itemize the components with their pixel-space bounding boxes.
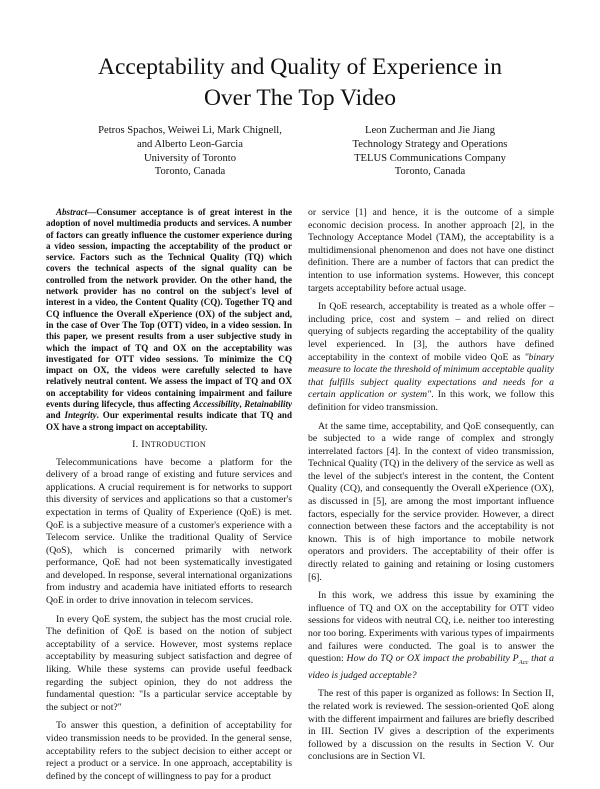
abstract	[46, 207, 292, 433]
intro-paragraph-1: Telecommunications have become a platform for the delivery of a broad range of existing and future services and applications. A crucial requirement is for networks to support this diversity of services and applications so that a customer's expectation in terms of Quality of Experience (QoE) is met. QoE is a subjective measure of a customer's experience with a Telecom service. Unlike the traditional Quality of Service (QoS), which is concerned primarily with network performance, QoE had not been systematically investigated and developed. In response, several international organizations from industry and academia have initiated efforts to research QoE in order to drive innovation in telecom services.	[46, 456, 292, 607]
right-column	[308, 207, 554, 770]
abstract-term-integrity: Integrity	[64, 410, 97, 421]
abstract-term-accessibility: Accessibility	[193, 399, 240, 410]
intro-paragraph-7: The rest of this paper is organized as follows: In Section II, the related work is reviewed. The session-oriented QoE along with the different impairment and failures are briefly described in III. Section IV gives a description of the experiments followed by a discussion on the results in Section V. Our conclusions are in Section VI.	[308, 688, 554, 763]
author-department: Technology Strategy and Operations	[352, 138, 508, 150]
intro-paragraph-4	[308, 301, 554, 414]
section-title-rest: NTRODUCTION	[144, 439, 206, 449]
left-column	[46, 207, 292, 789]
abstract-term-retainability: Retainability	[244, 399, 292, 410]
intro-paragraph-2: In every QoE system, the subject has the most crucial role. The definition of QoE is based on the notion of subject acceptability of a service. However, most systems replace acceptability by measuring subject satisfaction and degree of liking. While these systems can provide useful feedback regarding the subject opinion, they do not address the fundamental question: "Is a particular service acceptable by the subject or not?"	[46, 613, 292, 713]
abstract-text-1: —Consumer acceptance is of great interest in the adoption of novel multimedia products and services. A number of factors can greatly influence the customer experience during a video session, impacting the acceptability of the product or service. Factors such as the Technical Quality (TQ) which covers the technical aspects of the signal quality can be controlled from the network provider. On the other hand, the network provider has no control on the subject's level of interest in a video, the Content Quality (CQ). Together TQ and CQ influence the Overall eXperience (OX) of the subject and, in the case of Over The Top (OTT) video, in a video session. In this paper, we present results from a user subjective study in which the impact of TQ and OX on the acceptability was investigated for OTT video sessions. To minimize the CQ impact on OX, the videos were carefully selected to have relatively neutral content. We assess the impact of TQ and OX on acceptability for videos containing impairment and failure events during lifecycle, thus affecting	[46, 207, 292, 410]
section-title-initial: I	[141, 438, 145, 450]
intro-paragraph-5: At the same time, acceptability, and QoE consequently, can be subjected to a wide range of complex and strongly interrelated factors [4]. In the context of video transmission, Technical Quality (TQ) in the delivery of the service as well as the level of the subject's interest in the content, the Content Quality (CQ), and consequently the Overall eXperience (OX), as discussed in [5], are among the most important influence factors, especially for the service provider. However, a direct connection between these factors and the acceptability is not known. This is of high importance to mobile network operators and providers. The acceptability of their offer is directly related to gaining and retaining or losing customers [6].	[308, 420, 554, 583]
intro-paragraph-continued: or service [1] and hence, it is the outcome of a simple economic decision process. In another approach [2], in the Technology Acceptance Model (TAM), the acceptability is a multidimensional phenomenon and does not have one distinct definition. There are a number of factors that can predict the intention to use information systems. However, this concept targets acceptability before actual usage.	[308, 207, 554, 294]
intro-paragraph-6	[308, 590, 554, 682]
abstract-sep-2: and	[46, 410, 65, 421]
research-question-text: How do TQ or OX impact the probability P	[346, 653, 519, 665]
paper-title	[40, 52, 560, 114]
author-block-left	[72, 124, 308, 179]
paper-title-line1: Acceptability and Quality of Experience in	[98, 54, 502, 80]
abstract-text-2: . Our experimental results indicate that TQ and OX have a strong impact on acceptability.	[46, 410, 292, 432]
section-heading-introduction	[46, 439, 292, 452]
author-location: Toronto, Canada	[394, 166, 466, 178]
author-institution: University of Toronto	[143, 152, 237, 164]
paragraph-text: In QoE research, acceptability is treated as a whole offer – including price, cost and system – and relied on direct querying of subjects regarding the acceptability of the quality level experienced. In [3], the authors have defined acceptability in the context of mobile video QoE as	[308, 301, 554, 363]
abstract-label: Abstract	[56, 207, 88, 217]
section-number: I.	[132, 438, 142, 450]
acceptability-definition-quote: "binary measure to locate the threshold of minimum acceptable quality that fulfills subject quality expectations and needs for a certain application or system"	[308, 351, 554, 401]
author-names-line1: Petros Spachos, Weiwei Li, Mark Chignell,	[98, 125, 282, 136]
intro-paragraph-3: To answer this question, a definition of acceptability for video transmission needs to be provided. In the general sense, acceptability refers to the subject decision to either accept or reject a product or a service. In one approach, acceptability is defined by the concept of willingness to pay for a product	[46, 720, 292, 782]
abstract-sep-1: ,	[239, 399, 245, 410]
author-location: Toronto, Canada	[154, 166, 226, 178]
paragraph-text: . In this work, we follow this definition for video transmission.	[308, 389, 554, 413]
author-names: Leon Zucherman and Jie Jiang	[364, 125, 496, 136]
author-names-line2: and Alberto Leon-Garcia	[137, 138, 243, 150]
research-question-text-end: that a video is judged acceptable?	[308, 653, 554, 681]
author-company: TELUS Communications Company	[354, 152, 506, 164]
author-block-right	[318, 124, 542, 179]
probability-subscript: Acc	[518, 659, 529, 667]
paper-title-line2: Over The Top Video	[203, 85, 397, 111]
paragraph-text: In this work, we address this issue by examining the influence of TQ and OX on the acceptability for OTT video sessions for videos with neutral CQ, i.e. neither too interesting nor too boring. Experiments with various types of impairments and failures were conducted. The goal is to answer the question:	[308, 590, 554, 665]
